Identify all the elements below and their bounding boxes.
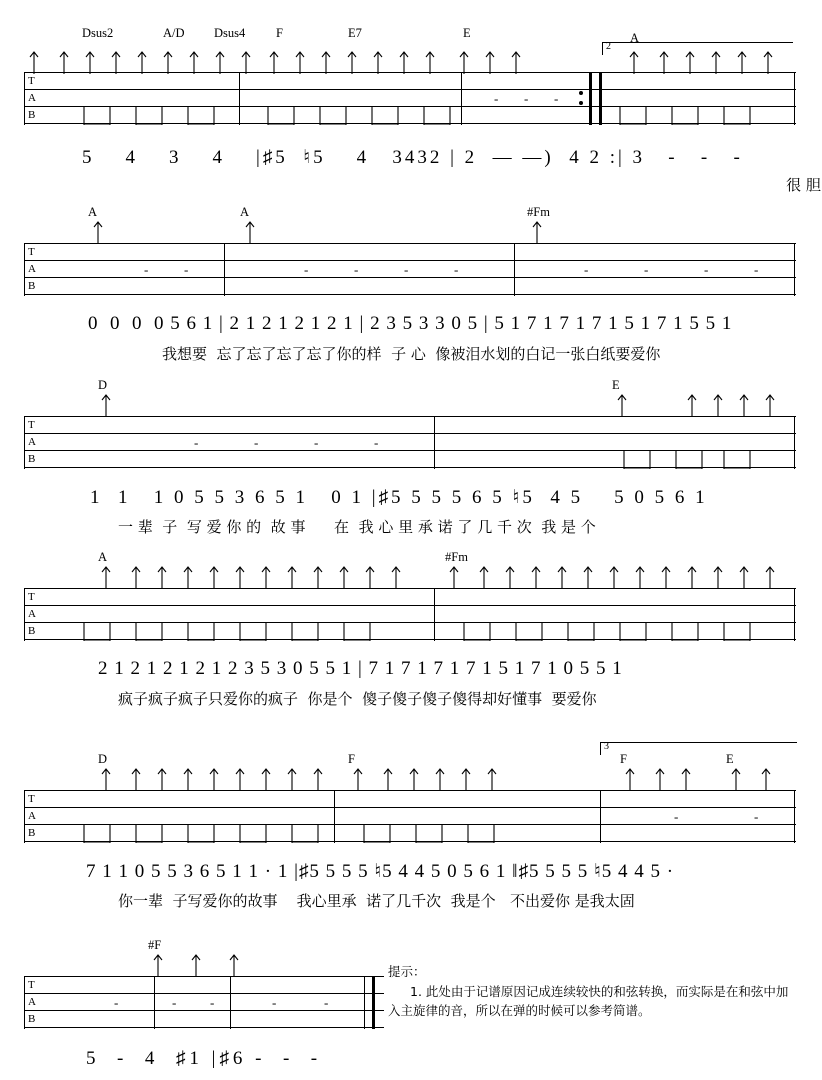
tab-letter-a: A (28, 436, 36, 448)
tab-staff (24, 588, 796, 640)
strum-arrows (24, 46, 796, 74)
tab-staff (24, 790, 796, 842)
svg-text:-: - (704, 262, 709, 277)
footer-note-title: 提示： (388, 964, 426, 979)
tab-letter-b: B (28, 280, 36, 292)
tab-letter-b: B (28, 1013, 36, 1025)
svg-text:-: - (172, 995, 177, 1010)
tab-letter-a: A (28, 810, 36, 822)
lyrics-line: 很 胆 (500, 176, 821, 194)
svg-text:-: - (454, 262, 459, 277)
notation-numbers: 5 4 3 4 |♯5 ♮5 4 3432 | 2 — —) 4 2 :| 3 - - - (82, 147, 743, 168)
lyrics-line: 疯子疯子疯子只爱你的疯子 你是个 傻子傻子傻子傻得却好懂事 要爱你 (118, 690, 597, 708)
chord-label: A (98, 550, 108, 564)
strum-arrows (24, 952, 384, 976)
svg-text:-: - (210, 995, 215, 1010)
svg-text:-: - (304, 262, 309, 277)
tab-letter-a: A (28, 263, 36, 275)
chord-label: E (726, 752, 734, 766)
svg-text:-: - (754, 809, 759, 824)
chord-label: D (98, 378, 108, 392)
chord-label: D (98, 752, 108, 766)
tab-staff (24, 416, 796, 468)
svg-text:-: - (324, 995, 329, 1010)
chord-label: E7 (348, 26, 362, 40)
chord-label: F (620, 752, 627, 766)
tab-staff (24, 243, 796, 295)
notation-numbers: 2 1 2 1 2 1 2 1 2 3 5 3 0 5 5 1 | 7 1 7 1 7 1 7 1 5 1 7 1 0 5 5 1 (98, 658, 623, 679)
strum-arrows (24, 392, 796, 416)
chord-label: A (630, 31, 640, 45)
tab-letter-t: T (28, 246, 35, 258)
chord-label: #Fm (527, 205, 550, 219)
svg-text:-: - (114, 995, 119, 1010)
chord-label: E (463, 26, 471, 40)
chord-label: A (88, 205, 98, 219)
tab-staff (24, 976, 384, 1028)
tab-letter-t: T (28, 75, 35, 87)
strum-arrows (24, 564, 796, 588)
tab-letter-b: B (28, 827, 36, 839)
tab-letter-a: A (28, 996, 36, 1008)
tab-letter-t: T (28, 419, 35, 431)
lyrics-line: 你一辈 子写爱你的故事 我心里承 诺了几千次 我是个 不出爱你 是我太固 (118, 892, 635, 910)
svg-text:-: - (674, 809, 679, 824)
tab-letter-b: B (28, 453, 36, 465)
svg-text:-: - (254, 435, 259, 450)
tab-letter-t: T (28, 793, 35, 805)
svg-text:-: - (554, 91, 559, 106)
svg-text:-: - (584, 262, 589, 277)
volta-number: 2 (606, 41, 611, 52)
tab-letter-a: A (28, 608, 36, 620)
svg-text:-: - (184, 262, 189, 277)
tab-letter-t: T (28, 591, 35, 603)
svg-text:-: - (524, 91, 529, 106)
footer-note-body: 1. 此处由于记谱原因记成连续较快的和弦转换，而实际是在和弦中加入主旋律的音，所以在弹的时候可以参考简谱。 (388, 984, 789, 1019)
notation-numbers: 5 - 4 ♯1 |♯6 - - - (86, 1048, 322, 1069)
svg-text:-: - (314, 435, 319, 450)
svg-text:-: - (404, 262, 409, 277)
chord-label: E (612, 378, 620, 392)
chord-label: A/D (163, 26, 185, 40)
chord-label: #F (148, 938, 162, 952)
svg-text:-: - (374, 435, 379, 450)
chord-label: F (276, 26, 283, 40)
svg-text:-: - (494, 91, 499, 106)
svg-text:-: - (754, 262, 759, 277)
notation-numbers: 0 0 0 0 5 6 1 | 2 1 2 1 2 1 2 1 | 2 3 5 3 3 0 5 | 5 1 7 1 7 1 7 1 5 1 7 1 5 5 1 (88, 313, 733, 334)
svg-text:-: - (194, 435, 199, 450)
volta-bracket (600, 742, 797, 755)
chord-label: A (240, 205, 250, 219)
volta-number: 3 (604, 741, 609, 752)
chord-label: Dsus4 (214, 26, 246, 40)
strum-arrows (24, 766, 796, 790)
tab-letter-t: T (28, 979, 35, 991)
tab-letter-b: B (28, 109, 36, 121)
svg-text:-: - (144, 262, 149, 277)
svg-text:-: - (272, 995, 277, 1010)
chord-label: Dsus2 (82, 26, 114, 40)
svg-text:-: - (354, 262, 359, 277)
strum-arrows (24, 219, 796, 243)
chord-label: F (348, 752, 355, 766)
svg-text:-: - (644, 262, 649, 277)
notation-numbers: 1 1 1 0 5 5 3 6 5 1 0 1 |♯5 5 5 5 6 5 ♮5 4 5 5 0 5 6 1 (90, 487, 708, 508)
chord-label: #Fm (445, 550, 468, 564)
tab-letter-b: B (28, 625, 36, 637)
tab-letter-a: A (28, 92, 36, 104)
lyrics-line: 我想要 忘了忘了忘了忘了你的样 子 心 像被泪水划的白记一张白纸要爱你 (162, 345, 661, 363)
notation-numbers: 7 1 1 0 5 5 3 6 5 1 1 · 1 |♯5 5 5 5 ♮5 4 4 5 0 5 6 1 ‖♯5 5 5 5 ♮5 4 4 5 · (86, 861, 675, 882)
tab-staff (24, 72, 796, 124)
lyrics-line: 一 辈 子 写 爱 你 的 故 事 在 我 心 里 承 诺 了 几 千 次 我 是 个 (118, 518, 596, 536)
